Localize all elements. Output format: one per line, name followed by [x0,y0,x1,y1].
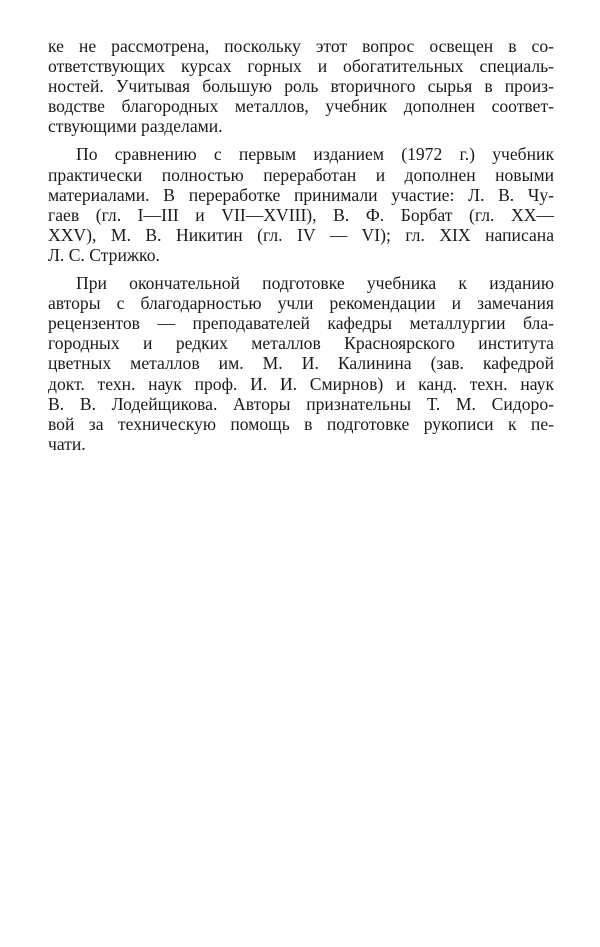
text-line: гаев (гл. I—III и VII—XVIII), В. Ф. Борбат (гл. XX— [48,204,554,225]
text-line: докт. техн. наук проф. И. И. Смирнов) и канд. техн. наук [48,373,554,394]
text-line: водстве благородных металлов, учебник дополнен соответ- [48,96,554,117]
text-line: ке не рассмотрена, поскольку этот вопрос освещен в со- [48,36,554,56]
paragraph-2 [48,144,554,265]
text-line: рецензентов — преподавателей кафедры металлургии бла- [48,313,554,334]
text-line: Л. С. Стрижко. [48,244,160,265]
text-line: При окончательной подготовке учебника к изданию [76,273,554,294]
text-line: XXV), М. В. Никитин (гл. IV — VI); гл. XIX написана [48,224,554,245]
paragraph-1 [48,36,554,136]
paragraph-3 [48,273,554,454]
text-line: материалами. В переработке принимали участие: Л. В. Чу- [48,184,554,205]
text-line: В. В. Лодейщикова. Авторы признательны Т. М. Сидоро- [48,393,554,414]
text-line: городных и редких металлов Красноярского института [48,333,554,354]
text-line: вой за техническую помощь в подготовке рукописи к пе- [48,413,554,434]
text-line: чати. [48,433,86,454]
text-line: ностей. Учитывая большую роль вторичного сырья в произ- [48,76,554,97]
text-line: авторы с благодарностью учли рекомендации и замечания [48,293,554,314]
text-line: ответствующих курсах горных и обогатительных специаль- [48,56,554,77]
text-line: По сравнению с первым изданием (1972 г.) учебник [76,144,554,165]
text-line: цветных металлов им. М. И. Калинина (зав. кафедрой [48,353,554,374]
text-line: практически полностью переработан и дополнен новыми [48,164,554,185]
text-line: ствующими разделами. [48,116,223,137]
document-page [48,36,554,462]
